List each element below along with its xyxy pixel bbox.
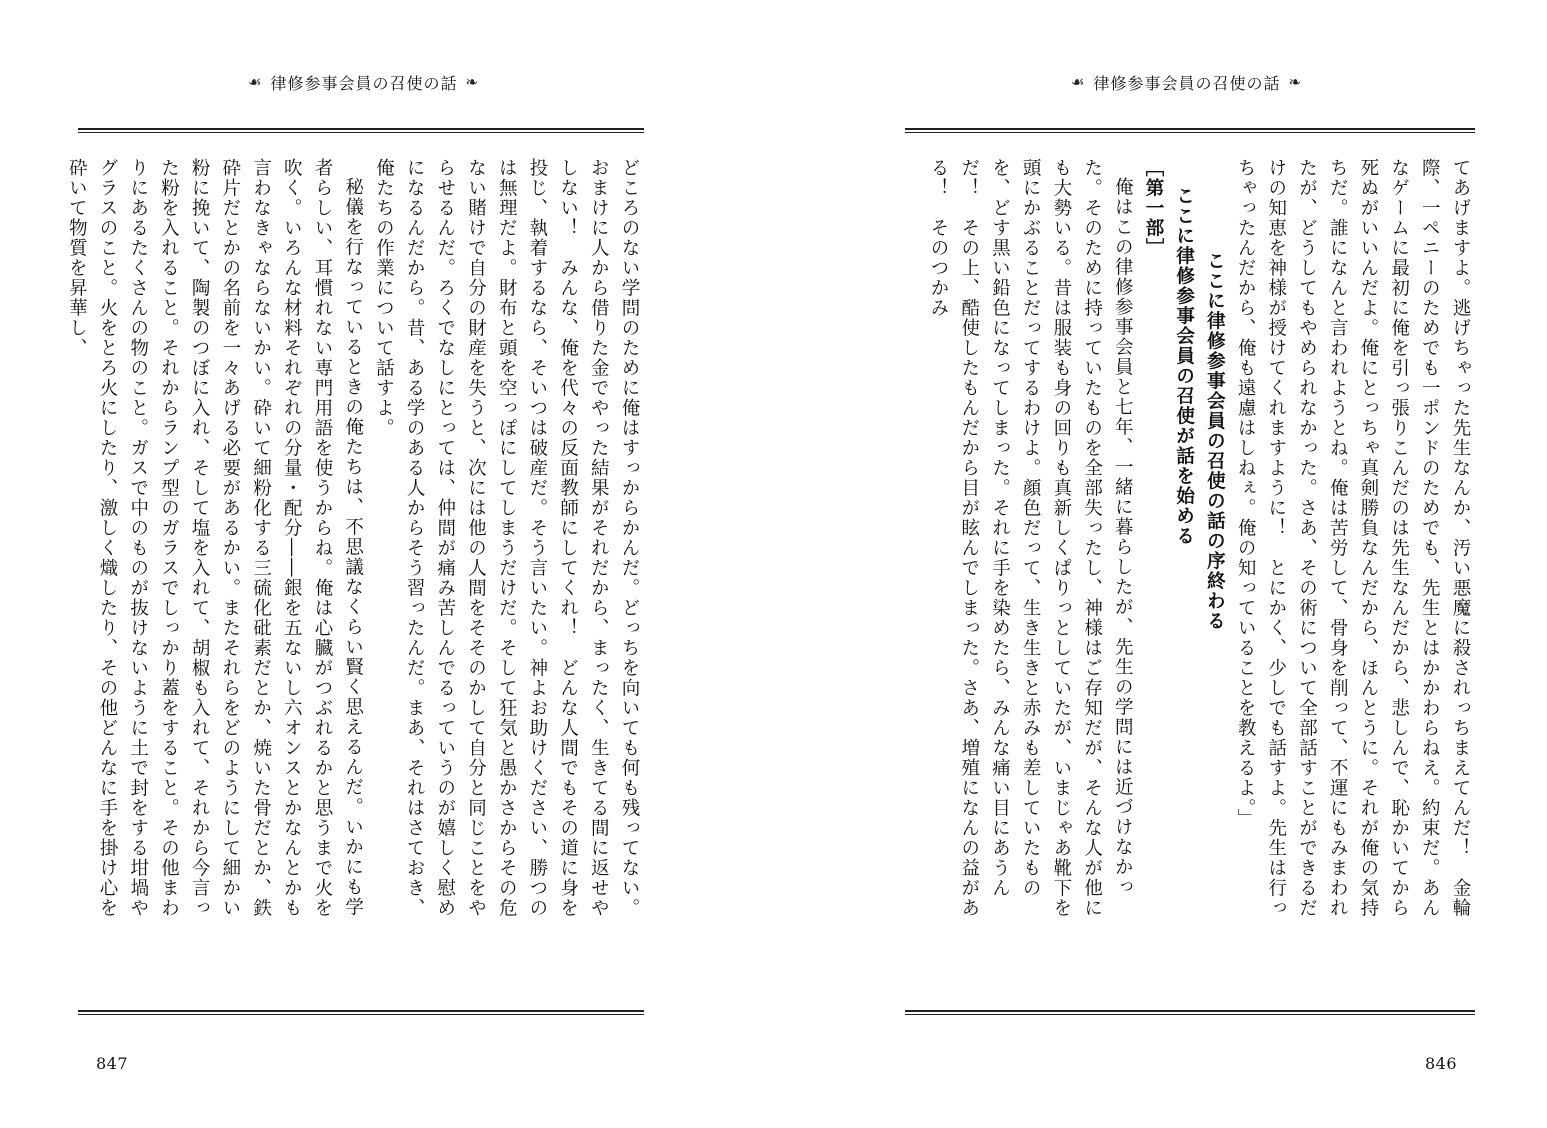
fleuron-left-icon: ☙ <box>248 73 263 91</box>
page-number: 847 <box>96 1054 129 1073</box>
fleuron-right-icon: ❧ <box>1288 73 1303 91</box>
running-header <box>240 68 487 96</box>
paragraph: 俺はこの律修参事会員と七年、一緒に暮らしたが、先生の学問には近づけなかった。そのために持っていたものを全部失ったし、神様はご存知だが、そんな人が他にも大勢いる。昔は服装も身の回りも真新しくぱりっとしていたが、いまじゃあ靴下を頭にかぶることだってするわけよ。顔色だって、生き生きと赤みも差していたものを、どす黒い鉛色になってしまった。それに手を染めたら、みんな痛い目にあうんだ！ その上、酷使したもんだから目が眩んでしまった。さあ、増殖になんの益がある！ そのつかみ <box>928 158 1134 918</box>
header-rule <box>78 128 644 133</box>
body-text <box>905 158 1475 918</box>
page-number: 846 <box>1425 1054 1458 1073</box>
right-page <box>773 0 1547 1128</box>
fleuron-left-icon: ☙ <box>1071 73 1086 91</box>
prologue-end-heading: ここに律修参事会員の召使の話の序終わる <box>1204 250 1226 631</box>
footer-rule <box>78 1010 644 1015</box>
tale-begin-heading: ここに律修参事会員の召使が話を始める <box>1173 185 1195 546</box>
running-header-title: 律修参事会員の召使の話 <box>270 73 458 93</box>
fleuron-right-icon: ❧ <box>465 73 480 91</box>
footer-rule <box>905 1010 1475 1015</box>
running-header-title: 律修参事会員の召使の話 <box>1093 73 1281 93</box>
paragraph: 秘儀を行なっているときの俺たちは、不思議なくらい賢く思えるんだ。いかにも学者らしい、耳慣れない専門用語を使うからね。俺は心臓がつぶれるかと思うまで火を吹く。いろんな材料それぞれの分量・配分――銀を五ないし六オンスとかなんとかも言わなきゃならないかい。砕いて細粉化する三硫化砒素だとか、焼いた骨だとか、鉄砕片だとかの名前を一々あげる必要があるかい。またそれらをどのようにして細かい粉に挽いて、陶製のつぼに入れ、そして塩を入れて、胡椒も入れて、それから今言った粉を入れること。それからランプ型のガラスでしっかり蓋をすること。その他まわりにあるたくさんの物のこと。ガスで中のものが抜けないように土で封をする坩堝やグラスのこと。火をとろ火にしたり、激しく熾したり、その他どんなに手を掛け心を砕いて物質を昇華し、 <box>66 158 364 918</box>
paragraph: てあげますよ。逃げちゃった先生なんか、汚い悪魔に殺されっちまえてんだ！ 金輪際、一ペニーのためでも一ポンドのためでも、先生とはかかわらねえ。約束だ。あんなゲームに最初に俺を引っ張りこんだのは先生なんだから、悲しんで、恥かいてから死ぬがいいんだよ。俺にとっちゃ真剣勝負なんだから、ほんとうに。それが俺の気持ちだ。誰になんと言われようとね。俺は苦労して、骨身を削って、不運にもみまわれたが、どうしてもやめられなかった。さあ、その術について全部話すことができるだけの知恵を神様が授けてくれますように！ とにかく、少しでも話すよ。先生は行っちゃったんだから、俺も遠慮はしねぇ。俺の知っていることを教えるよ。」 <box>1235 158 1471 918</box>
header-rule <box>905 128 1475 133</box>
left-page <box>0 0 773 1128</box>
paragraph: どころのない学問のために俺はすっからかんだ。どっちを向いても何も残ってない。おまけに人から借りた金でやった結果がそれだから、まったく、生きてる間に返せやしない！ みんな、俺を代々の反面教師にしてくれ！ どんな人間でもその道に身を投じ、執着するなら、そいつは破産だ。そう言いたい。神よお助けください、勝つのは無理だよ。財布と頭を空っぽにしてしまうだけだ。そして狂気と愚かさからその危ない賭けで自分の財産を失うと、次には他の人間をそそのかして自分と同じことをやらせるんだ。ろくでなしにとっては、仲間が痛み苦しんでるっていうのが嬉しく慰めになるんだから。昔、ある学のある人からそう習ったんだ。まあ、それはさておき、俺たちの作業について話すよ。 <box>373 158 640 918</box>
part-label: ［第一部］ <box>1142 158 1164 258</box>
running-header <box>1063 68 1310 96</box>
body-text <box>66 158 644 918</box>
